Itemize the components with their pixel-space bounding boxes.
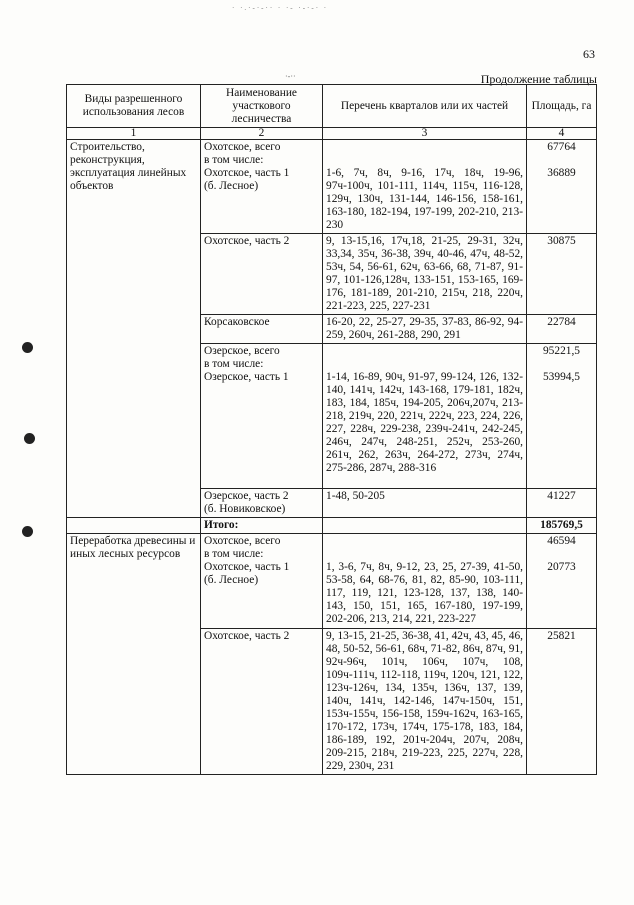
header-quarters-list: Перечень кварталов или их частей xyxy=(323,85,527,128)
scan-noise: · ·.·-·-·· · ·- ·-·-· · xyxy=(232,4,329,12)
total-empty-cell xyxy=(323,518,527,534)
area-value: 22784 xyxy=(547,316,576,328)
forestry-name: в том числе: xyxy=(204,358,264,370)
area-cell xyxy=(527,629,597,775)
quarters-text xyxy=(326,535,523,548)
quarters-text xyxy=(326,548,523,561)
quarters-text: 9, 13-15, 21-25, 36-38, 41, 42ч, 43, 45, 46, 48, 50-52, 56-61, 68ч, 71-82, 86ч, 87ч, 91, 92ч-96ч, 101ч, 106ч, 107ч, 108, 109ч-111ч, 112-118, 119ч, 120ч, 121, 122, 123ч-126ч, 134, 135ч, 136ч, 137, 139, 140ч, 141ч, 142-146, 147ч-150ч, 151, 153ч-155ч, 156-158, 159ч-162ч, 163-165, 170-172, 173ч, 174ч, 175-178, 183, 184, 186-189, 192, 201ч-204ч, 207ч, 208ч, 209-215, 218ч, 219-223, 225, 227ч, 228, 229, 230ч, 231 xyxy=(326,630,523,772)
quarters-text xyxy=(326,358,523,371)
table-header-row xyxy=(67,85,597,128)
area-value xyxy=(530,154,593,167)
forestry-name-cell xyxy=(201,489,323,518)
forestry-name: Охотское, всего xyxy=(204,535,281,547)
area-value: 41227 xyxy=(547,490,576,502)
area-cell xyxy=(527,534,597,629)
header-area: Площадь, га xyxy=(527,85,597,128)
column-number: 1 xyxy=(67,128,201,140)
area-value: 25821 xyxy=(547,630,576,642)
total-empty-cell xyxy=(67,518,201,534)
area-value: 30875 xyxy=(547,235,576,247)
quarters-text: 1-48, 50-205 xyxy=(326,490,385,502)
page-number: 63 xyxy=(583,47,595,61)
quarters-text: 16-20, 22, 25-27, 29-35, 37-83, 86-92, 94-259, 260ч, 261-288, 290, 291 xyxy=(326,316,523,341)
quarters-text xyxy=(326,154,523,167)
punch-hole-mark xyxy=(22,526,33,537)
quarters-cell xyxy=(323,629,527,775)
forestry-name: Корсаковское xyxy=(204,316,270,328)
forestry-name: Охотское, часть 1 xyxy=(204,561,290,573)
area-cell xyxy=(527,234,597,315)
area-value: 67764 xyxy=(547,141,576,153)
forestry-name-cell xyxy=(201,140,323,234)
header-mark: ·-·· xyxy=(285,72,296,81)
table-caption: Продолжение таблицы xyxy=(480,72,597,86)
forestry-name: Озерское, всего xyxy=(204,345,280,357)
total-label: Итого: xyxy=(201,518,323,534)
forestry-name: Озерское, часть 2 xyxy=(204,490,289,502)
quarters-cell xyxy=(323,534,527,629)
forestry-name: (б. Лесное) xyxy=(204,574,259,586)
forestry-name: Озерское, часть 1 xyxy=(204,371,289,383)
use-type-cell: Строительство, реконструкция, эксплуатация линейных объектов xyxy=(67,140,201,518)
forestry-name: Охотское, часть 2 xyxy=(204,235,290,247)
total-row xyxy=(67,518,597,534)
quarters-text xyxy=(326,141,523,154)
area-cell xyxy=(527,315,597,344)
quarters-text: 1-6, 7ч, 8ч, 9-16, 17ч, 18ч, 19-96, 97ч-100ч, 101-111, 114ч, 115ч, 116-128, 129ч, 130ч, 131-144, 146-156, 158-161, 163-180, 182-194, 197-199, 202-210, 213-230 xyxy=(326,167,523,231)
forestry-name-cell xyxy=(201,315,323,344)
forestry-name: в том числе: xyxy=(204,548,264,560)
punch-hole-mark xyxy=(22,342,33,353)
area-cell xyxy=(527,344,597,489)
use-type-cell: Переработка древесины и иных лесных ресурсов xyxy=(67,534,201,775)
quarters-cell xyxy=(323,140,527,234)
column-number-row xyxy=(67,128,597,140)
quarters-cell xyxy=(323,489,527,518)
column-number: 3 xyxy=(323,128,527,140)
forestry-name: (б. Новиковское) xyxy=(204,503,286,515)
column-number: 2 xyxy=(201,128,323,140)
area-value xyxy=(530,548,593,561)
area-value: 95221,5 xyxy=(542,345,581,357)
forestry-name: Охотское, часть 1 xyxy=(204,167,290,179)
forestry-name-cell xyxy=(201,534,323,629)
column-number: 4 xyxy=(527,128,597,140)
header-use-type: Виды разрешенного использования лесов xyxy=(67,85,201,128)
area-cell xyxy=(527,140,597,234)
forestry-name: в том числе: xyxy=(204,154,264,166)
area-cell xyxy=(527,489,597,518)
quarters-text: 9, 13-15,16, 17ч,18, 21-25, 29-31, 32ч, 33,34, 35ч, 36-38, 39ч, 40-46, 47ч, 48-52, 53ч, 54, 56-61, 62ч, 63-66, 68, 71-87, 91-97, 101-126,128ч, 133-151, 153-165, 169-176, 181-189, 201-210, 215ч, 218, 220ч, 221-223, 225, 227-231 xyxy=(326,235,523,312)
area-value: 36889 xyxy=(547,167,576,179)
quarters-text xyxy=(326,345,523,358)
quarters-cell xyxy=(323,315,527,344)
punch-hole-mark xyxy=(24,433,35,444)
forestry-name: Охотское, всего xyxy=(204,141,281,153)
area-value: 53994,5 xyxy=(542,371,581,383)
header-forestry-name: Наименование участкового лесничества xyxy=(201,85,323,128)
area-value: 46594 xyxy=(547,535,576,547)
quarters-text: 1, 3-6, 7ч, 8ч, 9-12, 23, 25, 27-39, 41-50, 53-58, 64, 68-76, 81, 82, 85-90, 103-111, 117, 119, 121, 123-128, 137, 138, 140-143, 150, 151, 165, 167-180, 197-199, 202-206, 213, 214, 221, 223-227 xyxy=(326,561,523,625)
forestry-name: Охотское, часть 2 xyxy=(204,630,290,642)
forestry-name-cell xyxy=(201,344,323,489)
quarters-cell xyxy=(323,234,527,315)
quarters-text: 1-14, 16-89, 90ч, 91-97, 99-124, 126, 132-140, 141ч, 142ч, 143-168, 179-181, 182ч, 183, 184, 185ч, 194-205, 206ч,207ч, 213-218, 219ч, 220, 221ч, 222ч, 223, 224, 226, 227, 228ч, 229-238, 239ч-241ч, 242-245, 246ч, 247ч, 248-251, 252ч, 253-260, 261ч, 262, 263ч, 264-272, 273ч, 274ч, 275-286, 287ч, 288-316 xyxy=(326,371,523,474)
table-row xyxy=(67,140,597,234)
total-value: 185769,5 xyxy=(527,518,597,534)
forestry-name-cell xyxy=(201,234,323,315)
forestry-name-cell xyxy=(201,629,323,775)
area-value: 20773 xyxy=(547,561,576,573)
quarters-cell xyxy=(323,344,527,489)
area-value xyxy=(530,358,593,371)
forestry-name: (б. Лесное) xyxy=(204,180,259,192)
table-row xyxy=(67,534,597,629)
forest-quarters-table xyxy=(66,84,597,775)
